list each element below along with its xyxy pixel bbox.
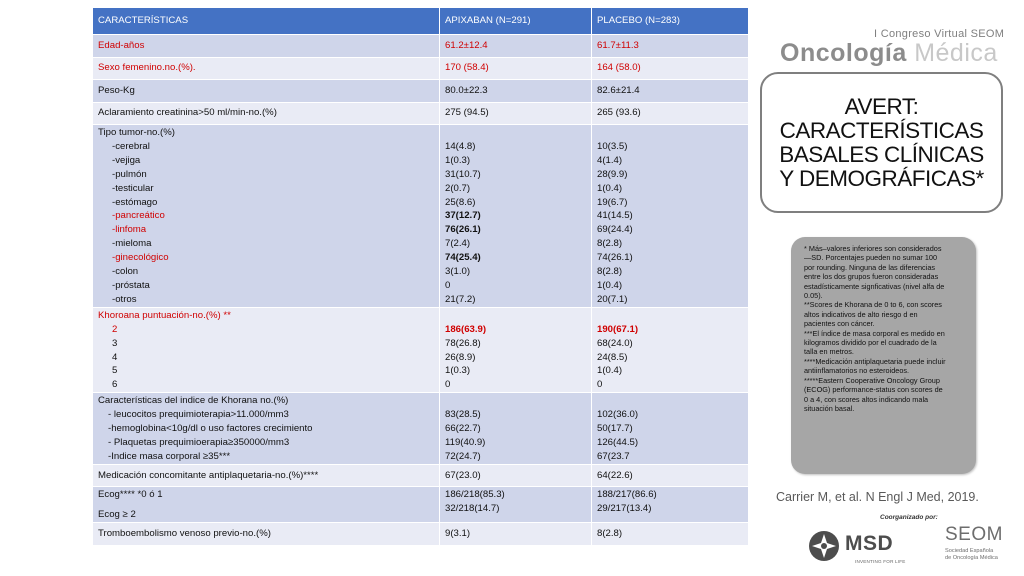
avert-line: BASALES CLÍNICAS	[779, 141, 984, 167]
ecog-placebo-cell	[592, 487, 749, 523]
khorana-feature-placebo: 102(36.0)	[597, 409, 639, 421]
khorana-apixaban-value: 1(0.3)	[445, 365, 471, 377]
khorana-placebo-value: 68(24.0)	[597, 337, 633, 349]
ecog-label-2: Ecog ≥ 2	[98, 509, 136, 521]
khorana-feature-placebo: 50(17.7)	[597, 423, 633, 435]
khorana-features-apixaban-cell	[440, 393, 592, 465]
footnote-line: entre los dos grupos fueron consideradas	[804, 272, 939, 282]
khorana-placebo-value: 24(8.5)	[597, 351, 628, 363]
footnote-line: **Scores de Khorana de 0 to 6, con scores	[804, 300, 942, 310]
antiplatelet-apixaban: 67(23.0)	[440, 464, 592, 487]
age-placebo: 61.7±11.3	[592, 35, 749, 58]
ecog-label-0-1: Ecog**** *0 ó 1	[98, 489, 163, 501]
khorana-score: 3	[112, 337, 118, 349]
seom-subtitle	[945, 548, 1021, 562]
tumor-placebo-value: 20(7.1)	[597, 293, 628, 305]
khorana-label-cell	[93, 307, 440, 392]
khorana-placebo-cell	[592, 307, 749, 392]
tumor-item-name: -ginecológico	[112, 252, 169, 264]
khorana-apixaban-value: 0	[445, 379, 451, 391]
tumor-item-name: -cerebral	[112, 140, 150, 152]
footnote-line: ***El índice de masa corporal es medido en	[804, 328, 945, 338]
tumor-placebo-value: 8(2.8)	[597, 266, 623, 278]
citation: Carrier M, et al. N Engl J Med, 2019.	[776, 490, 979, 504]
footnote-line: por rounding. Ninguna de las diferencias	[804, 262, 936, 272]
khorana-feature-placebo: 126(44.5)	[597, 436, 639, 448]
seom-name: SEOM	[945, 524, 1003, 545]
khorana-feature-placebo: 67(23.7	[597, 450, 630, 462]
table-row-creatinine	[93, 102, 749, 125]
khorana-features-label: Características del indice de Khorana no.(%)	[98, 395, 289, 407]
coorganized-label: Coorganizado por:	[880, 514, 938, 521]
ecog-placebo-2: 29/217(13.4)	[597, 503, 652, 515]
female-placebo: 164 (58.0)	[592, 57, 749, 80]
age-apixaban: 61.2±12.4	[440, 35, 592, 58]
tumor-item-name: -estómago	[112, 196, 158, 208]
table-row-ecog	[93, 487, 749, 523]
khorana-score: 5	[112, 365, 118, 377]
table-row-khorana-features	[93, 393, 749, 465]
avert-title-box	[760, 72, 1003, 213]
tumor-item-name: -próstata	[112, 279, 150, 291]
avert-line: AVERT:	[844, 93, 919, 119]
header-placebo: PLACEBO (N=283)	[592, 8, 749, 35]
footnote-line: altos indicativos de alto riesgo d en	[804, 309, 918, 319]
khorana-feature-apixaban: 119(40.9)	[445, 436, 486, 448]
creatinine-apixaban: 275 (94.5)	[440, 102, 592, 125]
table-row-vte	[93, 523, 749, 546]
table-row-antiplatelet	[93, 464, 749, 487]
tumor-placebo-value: 74(26.1)	[597, 252, 633, 264]
tumor-placebo-value: 10(3.5)	[597, 140, 628, 152]
footnote-line: —SD. Porcentajes pueden no sumar 100	[804, 253, 938, 263]
tumor-item-name: -linfoma	[112, 224, 147, 236]
seom-subtitle-line: Sociedad Española	[945, 548, 994, 554]
congress-name	[780, 39, 998, 68]
footnote-line: * Más–valores inferiores son considerados	[804, 244, 942, 253]
tumor-apixaban-value: 31(10.7)	[445, 168, 481, 180]
footnote-line: kilogramos dividido por el cuadrado de la	[804, 338, 937, 348]
tumor-apixaban-value: 2(0.7)	[445, 182, 471, 194]
antiplatelet-label: Medicación concomitante antiplaquetaria-no.(%)****	[93, 464, 440, 487]
tumor-item-name: -pancreático	[112, 210, 165, 222]
tumor-item-name: -mieloma	[112, 238, 152, 250]
khorana-feature-name: -Indice masa corporal ≥35***	[108, 450, 231, 462]
khorana-apixaban-cell	[440, 307, 592, 392]
footnote-line: 0.05).	[804, 291, 823, 301]
weight-label: Peso-Kg	[93, 80, 440, 103]
khorana-feature-name: - Plaquetas prequimioerapia≥350000/mm3	[108, 436, 290, 448]
congress-name-part1: Oncología	[780, 39, 907, 67]
table-row-khorana	[93, 307, 749, 392]
tumor-apixaban-value: 0	[445, 279, 451, 291]
khorana-feature-apixaban: 72(24.7)	[445, 450, 481, 462]
header-apixaban: APIXABAN (N=291)	[440, 8, 592, 35]
tumor-placebo-value: 41(14.5)	[597, 210, 633, 222]
khorana-placebo-value: 1(0.4)	[597, 365, 623, 377]
khorana-placebo-value: 190(67.1)	[597, 323, 639, 335]
tumor-apixaban-value: 7(2.4)	[445, 238, 471, 250]
ecog-apixaban-0-1: 186/218(85.3)	[445, 489, 505, 501]
khorana-score: 2	[112, 323, 118, 335]
avert-line: CARACTERÍSTICAS	[779, 117, 984, 143]
tumor-label: Tipo tumor-no.(%)	[98, 127, 175, 138]
congress-logo	[780, 20, 1016, 74]
tumor-placebo-value: 1(0.4)	[597, 182, 623, 194]
seom-subtitle-line: de Oncología Médica	[945, 554, 998, 561]
tumor-item-name: -testicular	[112, 182, 154, 194]
tumor-label-cell	[93, 125, 440, 308]
avert-title	[779, 95, 984, 191]
vte-apixaban: 9(3.1)	[440, 523, 592, 546]
tumor-apixaban-value: 14(4.8)	[445, 140, 476, 152]
footnote-line: estadísticamente signficativas (nivel alfa de	[804, 281, 945, 291]
khorana-score: 6	[112, 379, 118, 391]
tumor-item-name: -vejiga	[112, 154, 141, 166]
creatinine-placebo: 265 (93.6)	[592, 102, 749, 125]
weight-apixaban: 80.0±22.3	[440, 80, 592, 103]
tumor-placebo-value: 69(24.4)	[597, 224, 633, 236]
khorana-features-label-cell	[93, 393, 440, 465]
footnote-line: *****Eastern Cooperative Oncology Group	[804, 375, 940, 385]
tumor-apixaban-value: 1(0.3)	[445, 154, 471, 166]
footnote-line: (ECOG) performance-status con scores de	[804, 385, 943, 395]
seom-logo	[942, 524, 1018, 570]
female-label: Sexo femenino.no.(%).	[93, 57, 440, 80]
tumor-apixaban-value: 76(26.1)	[445, 224, 481, 236]
tumor-apixaban-value: 21(7.2)	[445, 293, 476, 305]
congress-title: I Congreso Virtual SEOM	[874, 28, 1005, 40]
tumor-apixaban-value: 3(1.0)	[445, 266, 471, 278]
khorana-feature-apixaban: 66(22.7)	[445, 423, 481, 435]
ecog-apixaban-2: 32/218(14.7)	[445, 503, 500, 515]
ecog-label-cell	[93, 487, 440, 523]
vte-placebo: 8(2.8)	[592, 523, 749, 546]
khorana-placebo-value: 0	[597, 379, 603, 391]
tumor-placebo-value: 4(1.4)	[597, 154, 623, 166]
tumor-placebo-cell	[592, 125, 749, 308]
tumor-item-name: -colon	[112, 266, 139, 278]
ecog-placebo-0-1: 188/217(86.6)	[597, 489, 657, 501]
table-row-weight	[93, 80, 749, 103]
tumor-apixaban-value: 74(25.4)	[445, 252, 481, 264]
khorana-feature-name: -hemoglobina<10g/dl o uso factores crecimiento	[108, 423, 313, 435]
khorana-score: 4	[112, 351, 118, 363]
khorana-apixaban-value: 186(63.9)	[445, 323, 487, 335]
tumor-placebo-value: 8(2.8)	[597, 238, 623, 250]
tumor-apixaban-value: 37(12.7)	[445, 210, 481, 222]
tumor-placebo-value: 28(9.9)	[597, 168, 628, 180]
congress-name-part2: Médica	[914, 39, 998, 67]
msd-logo-icon	[808, 530, 840, 562]
khorana-feature-apixaban: 83(28.5)	[445, 409, 481, 421]
khorana-features-placebo-cell	[592, 393, 749, 465]
footnotes-box	[791, 237, 976, 474]
avert-line: Y DEMOGRÁFICAS*	[779, 165, 984, 191]
msd-tagline: INVENTING FOR LIFE	[855, 559, 906, 564]
weight-placebo: 82.6±21.4	[592, 80, 749, 103]
creatinine-label: Aclaramiento creatinina>50 ml/min-no.(%)	[93, 102, 440, 125]
vte-label: Tromboembolismo venoso previo-no.(%)	[93, 523, 440, 546]
footnote-line: 0 a 4, con scores altos indicando mala	[804, 394, 929, 404]
table-row-female	[93, 57, 749, 80]
tumor-placebo-value: 1(0.4)	[597, 279, 623, 291]
header-characteristics: CARACTERÍSTICAS	[93, 8, 440, 35]
footnote-line: ****Medicación antiplaquetaria puede incluir	[804, 356, 946, 366]
tumor-item-name: -otros	[112, 293, 137, 305]
tumor-apixaban-cell	[440, 125, 592, 308]
table-row-tumor-type	[93, 125, 749, 308]
tumor-item-name: -pulmón	[112, 168, 147, 180]
msd-logo	[808, 528, 938, 568]
table-header-row	[93, 8, 749, 35]
ecog-apixaban-cell	[440, 487, 592, 523]
msd-name: MSD	[845, 532, 894, 555]
tumor-apixaban-value: 25(8.6)	[445, 196, 476, 208]
age-label: Edad-años	[93, 35, 440, 58]
characteristics-table	[92, 7, 749, 546]
khorana-apixaban-value: 78(26.8)	[445, 337, 481, 349]
footnote-line: talla en metros.	[804, 347, 854, 357]
khorana-apixaban-value: 26(8.9)	[445, 351, 476, 363]
tumor-placebo-value: 19(6.7)	[597, 196, 628, 208]
khorana-feature-name: - leucocitos prequimioterapia>11.000/mm3	[108, 409, 289, 421]
table-row-age	[93, 35, 749, 58]
khorana-label: Khoroana puntuación-no.(%) **	[98, 309, 231, 321]
footnote-line: situación basal.	[804, 403, 855, 413]
antiplatelet-placebo: 64(22.6)	[592, 464, 749, 487]
female-apixaban: 170 (58.4)	[440, 57, 592, 80]
footnote-line: antiinflamatorios no esteroideos.	[804, 366, 910, 376]
footnote-line: pacientes con cáncer.	[804, 319, 875, 329]
